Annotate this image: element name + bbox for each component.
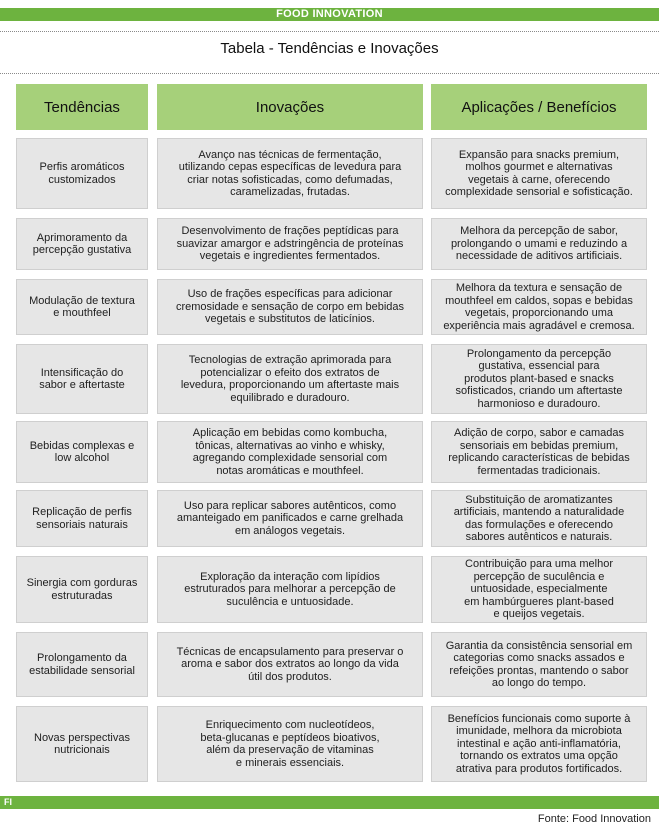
benefit-cell — [431, 490, 647, 547]
dotted-divider-top — [0, 31, 659, 32]
benefit-cell — [431, 138, 647, 209]
innovation-cell-text: Desenvolvimento de frações peptídicas para suavizar amargor e adstringência de proteínas vegetais e ingredientes fermentados. — [176, 225, 404, 263]
innovation-cell — [157, 706, 423, 782]
innovation-cell — [157, 344, 423, 414]
header-banner — [0, 8, 659, 21]
innovation-cell-text: Aplicação em bebidas como kombucha, tônicas, alternativas ao vinho e whisky, agregando complexidade sensorial com notas aromáticas e mouthfeel. — [192, 427, 388, 477]
footer-banner-label: FI — [4, 797, 12, 807]
innovation-cell-text: Avanço nas técnicas de fermentação, utilizando cepas específicas de levedura para criar notas sofisticadas, como defumadas, caramelizadas, frutadas. — [178, 148, 402, 198]
benefit-cell-text: Melhora da percepção de sabor, prolongando o umami e reduzindo a necessidade de aditivos artificiais. — [450, 225, 628, 263]
trend-cell-text: Modulação de textura e mouthfeel — [29, 294, 135, 319]
innovation-cell — [157, 138, 423, 209]
column-header-tendencias: Tendências — [16, 84, 148, 130]
trend-cell — [16, 279, 148, 335]
trend-cell-text: Novas perspectivas nutricionais — [34, 731, 130, 756]
trend-cell — [16, 344, 148, 414]
innovation-cell — [157, 490, 423, 547]
header-banner-label: FOOD INNOVATION — [276, 8, 383, 20]
benefit-cell — [431, 706, 647, 782]
innovation-cell-text: Tecnologias de extração aprimorada para potencializar o efeito dos extratos de levedura, proporcionando um aftertaste mais equilibrado e duradouro. — [180, 354, 400, 404]
innovation-cell — [157, 218, 423, 270]
benefit-cell-text: Contribuição para uma melhor percepção de suculência e untuosidade, especialmente em hambúrgueres plant-based e queijos vegetais. — [464, 558, 614, 621]
innovation-cell — [157, 556, 423, 623]
benefit-cell — [431, 632, 647, 697]
benefit-cell — [431, 279, 647, 335]
trend-cell — [16, 421, 148, 483]
footer-banner — [0, 796, 659, 809]
trend-cell-text: Sinergia com gorduras estruturadas — [26, 577, 138, 602]
innovation-cell-text: Uso de frações específicas para adicionar cremosidade e sensação de corpo em bebidas vegetais e substitutos de laticínios. — [175, 288, 405, 326]
table-title: Tabela - Tendências e Inovações — [220, 40, 439, 57]
trend-cell-text: Replicação de perfis sensoriais naturais — [32, 506, 132, 531]
benefit-cell-text: Adição de corpo, sabor e camadas sensoriais em bebidas premium, replicando características de bebidas fermentadas tradicionais. — [448, 427, 630, 477]
benefit-cell — [431, 218, 647, 270]
trend-cell-text: Aprimoramento da percepção gustativa — [32, 231, 132, 256]
benefit-cell-text: Expansão para snacks premium, molhos gourmet e alternativas vegetais à carne, oferecendo complexidade sensorial e sofisticação. — [445, 148, 633, 198]
benefit-cell-text: Substituição de aromatizantes artificiais, mantendo a naturalidade das formulações e oferecendo sabores autênticos e naturais. — [453, 493, 625, 543]
benefit-cell-text: Garantia da consistência sensorial em categorias como snacks assados e refeições prontas, mantendo o sabor ao longo do tempo. — [445, 639, 633, 689]
innovation-cell — [157, 632, 423, 697]
trend-cell — [16, 556, 148, 623]
benefit-cell-text: Prolongamento da percepção gustativa, essencial para produtos plant-based e snacks sofisticados, criando um aftertaste harmonioso e duradouro. — [455, 347, 623, 410]
trend-cell — [16, 138, 148, 209]
trend-cell-text: Prolongamento da estabilidade sensorial — [29, 652, 135, 677]
benefit-cell-text: Melhora da textura e sensação de mouthfeel em caldos, sopas e bebidas vegetais, proporcionando uma experiência mais agradável e cremosa. — [443, 282, 635, 332]
trend-cell-text: Perfis aromáticos customizados — [39, 161, 125, 186]
trend-cell-text: Bebidas complexas e low alcohol — [29, 439, 135, 464]
source-credit: Fonte: Food Innovation — [537, 813, 651, 825]
trend-cell — [16, 218, 148, 270]
benefit-cell — [431, 421, 647, 483]
innovation-cell — [157, 421, 423, 483]
trend-cell-text: Intensificação do sabor e aftertaste — [39, 366, 125, 391]
trend-cell — [16, 706, 148, 782]
benefit-cell — [431, 556, 647, 623]
innovation-cell-text: Técnicas de encapsulamento para preservar o aroma e sabor dos extratos ao longo da vida útil dos produtos. — [176, 645, 404, 683]
trend-cell — [16, 490, 148, 547]
benefit-cell-text: Benefícios funcionais como suporte à imunidade, melhora da microbiota intestinal e ação anti-inflamatória, tornando os extratos uma opção atrativa para produtos fortificados. — [447, 712, 631, 775]
dotted-divider-bottom — [0, 73, 659, 74]
innovation-cell — [157, 279, 423, 335]
innovation-cell-text: Exploração da interação com lipídios estruturados para melhorar a percepção de suculência e untuosidade. — [184, 570, 396, 608]
trend-cell — [16, 632, 148, 697]
column-header-aplicacoes: Aplicações / Benefícios — [431, 84, 647, 130]
column-header-inovacoes: Inovações — [157, 84, 423, 130]
innovation-cell-text: Uso para replicar sabores autênticos, como amanteigado em panificados e carne grelhada em análogos vegetais. — [176, 499, 404, 537]
benefit-cell — [431, 344, 647, 414]
innovation-cell-text: Enriquecimento com nucleotídeos, beta-glucanas e peptídeos bioativos, além da preservação de vitaminas e minerais essenciais. — [200, 719, 380, 769]
